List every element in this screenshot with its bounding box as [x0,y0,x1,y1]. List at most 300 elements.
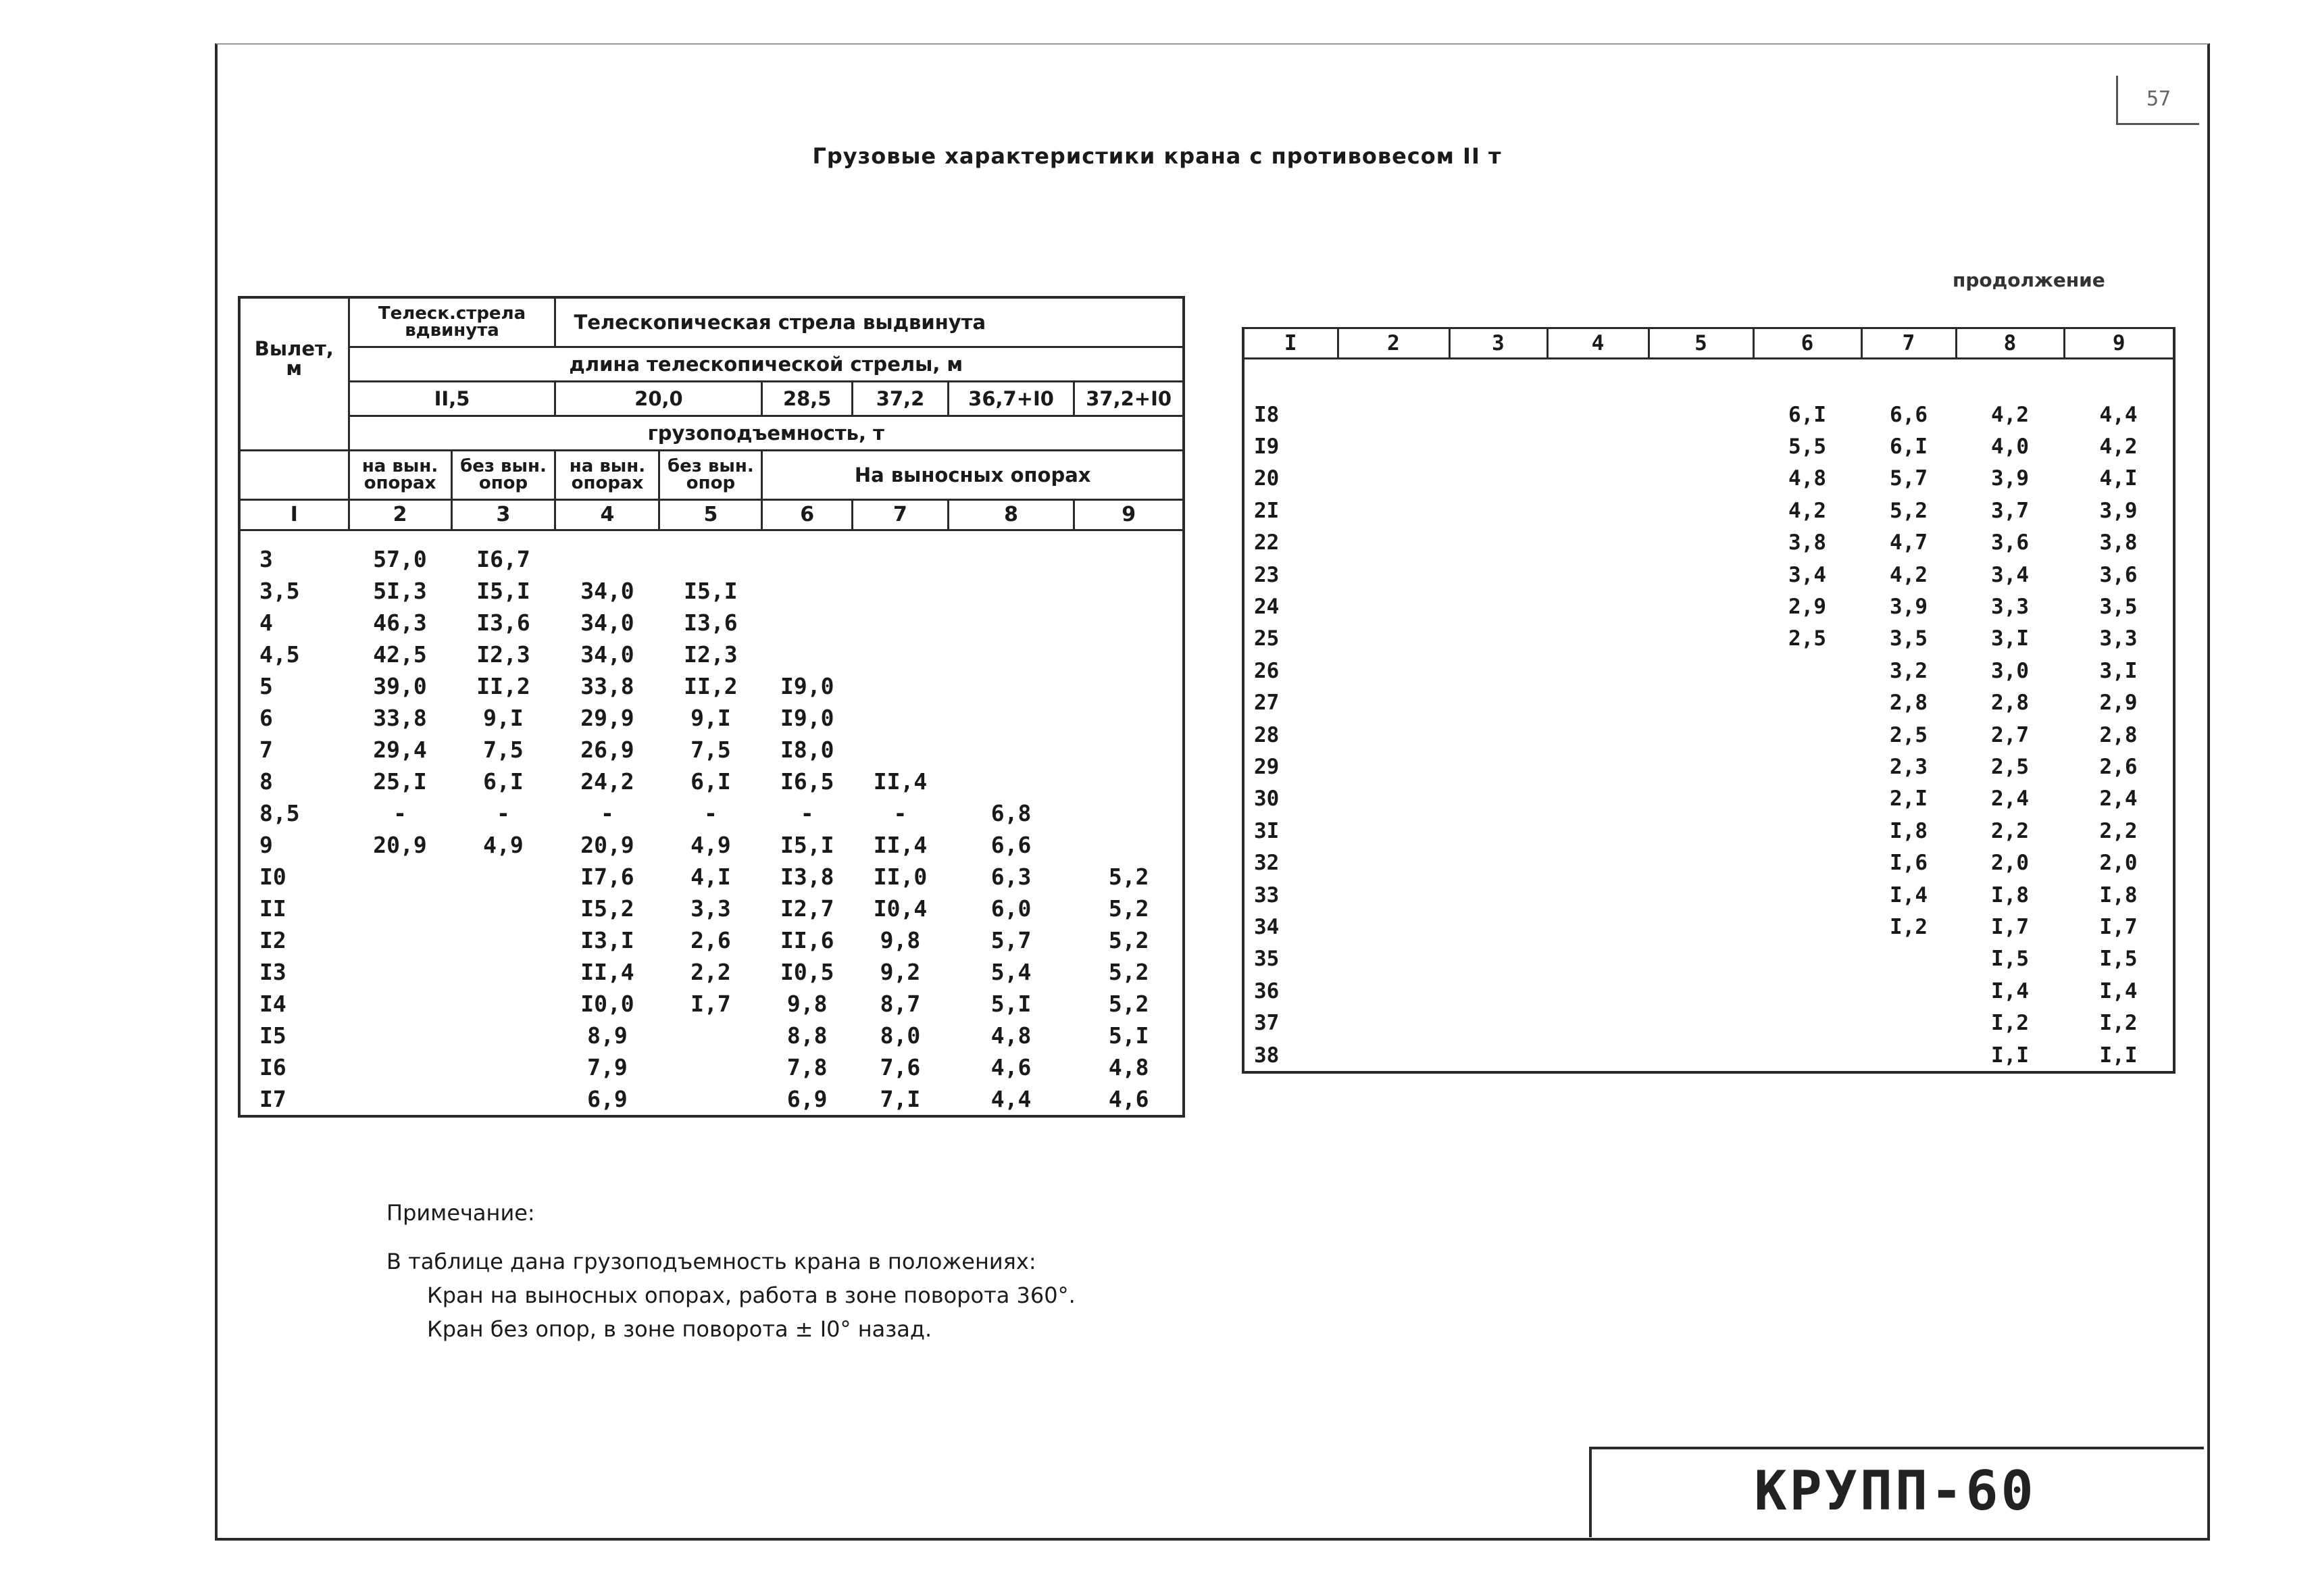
capacity-cell: I3,6 [684,609,738,636]
table-row [1243,751,2174,782]
capacity-cell: I,8 [2099,882,2138,907]
capacity-cell: - [893,800,907,826]
capacity-cell: 5,2 [1108,927,1149,953]
capacity-cell: 4,2 [1890,562,1928,587]
capacity-cell: 4,4 [990,1086,1032,1112]
capacity-cell: 3,9 [1991,466,2029,491]
capacity-cell [1649,847,1753,878]
capacity-cell: 9,8 [786,991,828,1017]
capacity-cell: 33,8 [373,705,427,731]
capacity-cell: 9,I [690,705,731,731]
load-chart-body [239,530,1184,1117]
reach-cell: 5 [259,673,273,699]
capacity-cell: I,4 [2099,978,2138,1003]
column-number: 7 [853,500,949,530]
capacity-cell: I,4 [1890,882,1928,907]
table-row [1243,591,2174,622]
capacity-cell [349,861,451,893]
capacity-cell [1338,751,1449,782]
table-row [239,607,1184,639]
capacity-cell: 3,8 [1788,530,1826,555]
capacity-cell [1753,751,1861,782]
reach-cell: I6 [259,1054,286,1080]
capacity-cell [1338,591,1449,622]
note-line-2: Кран на выносных опорах, работа в зоне поворота 360°. [427,1282,1076,1308]
capacity-cell [762,530,853,576]
capacity-cell: 6,I [1788,402,1826,427]
capacity-cell: I9,0 [780,673,834,699]
table-row [239,702,1184,734]
capacity-cell [1449,495,1547,526]
title-block-text: КРУПП-60 [1754,1459,2036,1522]
length-1: II,5 [349,382,555,416]
capacity-cell: 4,8 [1108,1054,1149,1080]
capacity-cell: I,8 [1890,818,1928,843]
capacity-cell: 3,5 [2099,595,2138,620]
capacity-cell: 3,8 [2099,530,2138,555]
capacity-cell [1449,911,1547,943]
capacity-cell [853,639,949,670]
capacity-cell: I,6 [1890,851,1928,876]
capacity-cell: 20,9 [580,832,634,858]
capacity-cell [1338,815,1449,847]
capacity-cell: 8,0 [880,1022,921,1049]
capacity-cell: 2,9 [1788,595,1826,620]
capacity-cell: 5I,3 [373,578,427,604]
capacity-cell [1547,783,1649,815]
capacity-cell [948,607,1074,639]
capacity-cell [948,530,1074,576]
reach-cell: 28 [1254,722,1280,747]
reach-cell: 37 [1254,1011,1280,1036]
table-row [239,1083,1184,1116]
capacity-cell [1649,719,1753,751]
capacity-cell: I6,5 [780,768,834,795]
sub-without-outriggers-2: без вын. опор [659,451,762,500]
capacity-cell [853,734,949,766]
capacity-cell: I,7 [1991,914,2029,939]
capacity-cell [1861,1039,1956,1072]
capacity-cell [1074,607,1184,639]
capacity-cell [1338,783,1449,815]
capacity-cell: 6,9 [786,1086,828,1112]
length-3: 28,5 [762,382,853,416]
capacity-cell: 3,4 [1991,562,2029,587]
capacity-cell [1074,734,1184,766]
capacity-cell: I3,6 [476,609,530,636]
capacity-cell [1547,719,1649,751]
column-number: I [1243,328,1338,359]
capacity-cell: I,5 [2099,947,2138,972]
length-2: 20,0 [555,382,762,416]
capacity-cell [1449,751,1547,782]
column-number: 5 [659,500,762,530]
capacity-cell: 5,2 [1108,895,1149,922]
capacity-cell: 9,2 [880,959,921,985]
capacity-cell: 46,3 [373,609,427,636]
capacity-cell: I3,8 [780,864,834,890]
capacity-cell [1338,655,1449,687]
table-row [239,893,1184,924]
capacity-cell: 4,2 [2099,434,2138,459]
capacity-cell: 3,2 [1890,658,1928,683]
capacity-cell: 7,9 [587,1054,628,1080]
reach-cell: 8,5 [259,800,300,826]
spacer-row [1243,359,2174,399]
capacity-cell: II,4 [580,959,634,985]
capacity-cell: 7,5 [483,737,524,763]
capacity-cell [1649,527,1753,559]
capacity-cell: 2,I [1890,787,1928,812]
capacity-cell [1449,719,1547,751]
header-extended: Телескопическая стрела выдвинута [555,297,1184,347]
capacity-cell [349,1051,451,1083]
capacity-cell [1649,655,1753,687]
capacity-cell [1547,879,1649,911]
capacity-cell [1449,1039,1547,1072]
capacity-cell: I5,I [684,578,738,604]
table-row [239,924,1184,956]
note-line-3: Кран без опор, в зоне поворота ± I0° назад. [427,1316,932,1342]
capacity-cell: 5,I [1108,1022,1149,1049]
column-number: 9 [1074,500,1184,530]
capacity-cell [1753,847,1861,878]
capacity-cell [1074,575,1184,607]
capacity-cell [1649,430,1753,462]
capacity-cell: 2,2 [1991,818,2029,843]
capacity-cell [1753,975,1861,1007]
capacity-cell: 4,6 [1108,1086,1149,1112]
reach-cell: 6 [259,705,273,731]
capacity-cell: 4,2 [1991,402,2029,427]
capacity-cell [1338,495,1449,526]
capacity-cell: 4,6 [990,1054,1032,1080]
table-row [1243,943,2174,975]
capacity-cell: 4,2 [1788,498,1826,523]
table-row [1243,879,2174,911]
capacity-cell: I,I [1991,1043,2029,1068]
capacity-cell [1338,527,1449,559]
capacity-cell [762,607,853,639]
capacity-cell: 7,I [880,1086,921,1112]
capacity-cell [1338,943,1449,975]
capacity-cell: 2,2 [2099,818,2138,843]
continuation-column-numbers [1243,328,2174,359]
capacity-cell [1649,911,1753,943]
reach-cell: 3 [259,546,273,572]
capacity-cell: 5,I [990,991,1032,1017]
reach-cell: 36 [1254,978,1280,1003]
capacity-cell [659,1083,762,1116]
capacity-cell: 6,8 [990,800,1032,826]
capacity-cell [1449,527,1547,559]
capacity-cell [451,861,555,893]
capacity-cell [1074,797,1184,829]
capacity-cell [451,1083,555,1116]
capacity-cell [349,956,451,988]
capacity-cell [1338,1007,1449,1039]
capacity-cell [659,1051,762,1083]
capacity-cell [1449,687,1547,719]
capacity-cell [1449,783,1547,815]
reach-cell: 9 [259,832,273,858]
sub-with-outriggers-2: на вын. опорах [555,451,659,500]
capacity-cell [1649,559,1753,591]
continuation-label: продолжение [1953,269,2105,291]
capacity-cell: I,8 [1991,882,2029,907]
capacity-cell: 34,0 [580,578,634,604]
capacity-cell [1753,1039,1861,1072]
table-row [239,861,1184,893]
capacity-cell: II,4 [873,768,928,795]
table-row [239,956,1184,988]
capacity-cell: - [393,800,407,826]
capacity-cell [1547,463,1649,495]
capacity-cell [555,530,659,576]
capacity-cell [948,639,1074,670]
capacity-cell: 6,3 [990,864,1032,890]
capacity-cell [1074,702,1184,734]
capacity-cell: I,7 [2099,914,2138,939]
capacity-cell: I,5 [1991,947,2029,972]
capacity-cell: I5,I [476,578,530,604]
note [386,1196,1076,1346]
reach-cell: I3 [259,959,286,985]
reach-cell: 8 [259,768,273,795]
capacity-cell: I,2 [2099,1011,2138,1036]
capacity-cell [349,988,451,1020]
header-capacity: грузоподъемность, т [349,416,1184,451]
table-row [1243,495,2174,526]
capacity-cell [1449,815,1547,847]
capacity-cell: II,6 [780,927,834,953]
capacity-cell: 4,4 [2099,402,2138,427]
capacity-cell: 29,9 [580,705,634,731]
reach-cell: 4,5 [259,641,300,668]
capacity-cell [659,530,762,576]
capacity-cell [1753,783,1861,815]
capacity-cell: I6,7 [476,546,530,572]
reach-cell: 26 [1254,658,1280,683]
column-number: 6 [1753,328,1861,359]
table-row [1243,430,2174,462]
capacity-cell [1074,670,1184,702]
capacity-cell [1449,943,1547,975]
capacity-cell [1649,1039,1753,1072]
capacity-cell: 9,8 [880,927,921,953]
capacity-cell [1074,829,1184,861]
capacity-cell [1649,879,1753,911]
capacity-cell: I5,I [780,832,834,858]
capacity-cell [1649,751,1753,782]
table-row [1243,975,2174,1007]
capacity-cell [1449,399,1547,430]
capacity-cell: 2,9 [2099,691,2138,716]
capacity-cell: 3,3 [690,895,731,922]
capacity-cell [1649,1007,1753,1039]
capacity-cell [1547,591,1649,622]
capacity-cell [1547,847,1649,878]
capacity-cell: 5,2 [1108,864,1149,890]
capacity-cell: 5,2 [1890,498,1928,523]
capacity-cell: 3,3 [2099,626,2138,651]
capacity-cell: 20,9 [373,832,427,858]
capacity-cell [1547,655,1649,687]
reach-cell: 27 [1254,691,1280,716]
capacity-cell: 7,8 [786,1054,828,1080]
capacity-cell [1547,1039,1649,1072]
capacity-cell [1753,911,1861,943]
capacity-cell: I0,0 [580,991,634,1017]
capacity-cell: 2,8 [1890,691,1928,716]
table-row [1243,815,2174,847]
capacity-cell [1547,911,1649,943]
capacity-cell [1753,815,1861,847]
capacity-cell [1649,943,1753,975]
capacity-cell [948,734,1074,766]
note-heading: Примечание: [386,1200,535,1226]
length-6: 37,2+I0 [1074,382,1184,416]
reach-cell: 25 [1254,626,1280,651]
capacity-cell: 4,8 [1788,466,1826,491]
capacity-cell: II,2 [684,673,738,699]
capacity-cell [1547,495,1649,526]
capacity-cell [1074,639,1184,670]
capacity-cell: I2,7 [780,895,834,922]
reach-cell: I7 [259,1086,286,1112]
capacity-cell: I0,4 [873,895,928,922]
reach-cell: I0 [259,864,286,890]
capacity-cell: 2,4 [1991,787,2029,812]
capacity-cell: 26,9 [580,737,634,763]
capacity-cell: 5,7 [990,927,1032,953]
capacity-cell [1547,943,1649,975]
capacity-cell: - [601,800,614,826]
capacity-cell: I2,3 [684,641,738,668]
capacity-cell [1338,623,1449,655]
capacity-cell [1338,430,1449,462]
reach-cell: I2 [259,927,286,953]
table-row [1243,655,2174,687]
capacity-cell: - [497,800,510,826]
capacity-cell [948,702,1074,734]
table-row [239,797,1184,829]
table-row [239,766,1184,797]
page-title: Грузовые характеристики крана с противовесом II т [812,143,1502,169]
table-row [1243,911,2174,943]
capacity-cell [1753,1007,1861,1039]
capacity-cell: 3,6 [1991,530,2029,555]
capacity-cell: 6,6 [990,832,1032,858]
capacity-cell: 33,8 [580,673,634,699]
capacity-cell: 3,9 [1890,595,1928,620]
capacity-cell [1547,559,1649,591]
capacity-cell [1753,687,1861,719]
capacity-cell [853,607,949,639]
reach-cell: II [259,895,286,922]
table-row [239,1020,1184,1051]
capacity-cell [1547,399,1649,430]
table-row [1243,847,2174,878]
capacity-cell: 2,8 [2099,722,2138,747]
capacity-cell: 2,0 [2099,851,2138,876]
capacity-cell: I,7 [690,991,731,1017]
capacity-cell [1649,399,1753,430]
capacity-cell [1861,975,1956,1007]
reach-cell: 7 [259,737,273,763]
length-4: 37,2 [853,382,949,416]
capacity-cell [1649,975,1753,1007]
capacity-cell [1547,687,1649,719]
capacity-cell [1074,766,1184,797]
column-number: I [239,500,349,530]
capacity-cell [659,1020,762,1051]
capacity-cell: 6,0 [990,895,1032,922]
capacity-cell [1547,815,1649,847]
header-retracted: Телеск.стрела вдвинута [349,297,555,347]
capacity-cell [1338,399,1449,430]
capacity-cell [1449,559,1547,591]
reach-cell: I9 [1254,434,1280,459]
table-row [239,829,1184,861]
reach-cell: 20 [1254,466,1280,491]
table-row [239,639,1184,670]
capacity-cell [451,924,555,956]
column-number: 8 [1956,328,2064,359]
capacity-cell [762,575,853,607]
reach-cell: 23 [1254,562,1280,587]
capacity-cell: I2,3 [476,641,530,668]
capacity-cell: 2,6 [2099,754,2138,779]
capacity-cell [1753,879,1861,911]
capacity-cell [1753,943,1861,975]
capacity-cell [1547,430,1649,462]
capacity-cell: 2,3 [1890,754,1928,779]
capacity-cell: 5,7 [1890,466,1928,491]
capacity-cell: 2,6 [690,927,731,953]
column-number: 2 [1338,328,1449,359]
column-number: 7 [1861,328,1956,359]
reach-cell: 2I [1254,498,1280,523]
capacity-cell [1547,1007,1649,1039]
capacity-cell: 2,0 [1991,851,2029,876]
sub-without-outriggers-1: без вын. опор [451,451,555,500]
capacity-cell [451,956,555,988]
capacity-cell [349,1083,451,1116]
capacity-cell [1338,911,1449,943]
capacity-cell: 29,4 [373,737,427,763]
capacity-cell [1074,530,1184,576]
header-vylet: Вылет, м [239,297,349,451]
capacity-cell: 2,5 [1788,626,1826,651]
capacity-cell [1338,1039,1449,1072]
capacity-cell [1547,623,1649,655]
table-row [1243,399,2174,430]
capacity-cell [1547,527,1649,559]
note-line-1: В таблице дана грузоподъемность крана в положениях: [386,1249,1036,1274]
capacity-cell [1338,687,1449,719]
capacity-cell [1753,719,1861,751]
table-row [1243,463,2174,495]
capacity-cell: 42,5 [373,641,427,668]
capacity-cell [349,893,451,924]
capacity-cell: 8,7 [880,991,921,1017]
capacity-cell: 24,2 [580,768,634,795]
reach-cell: I5 [259,1022,286,1049]
table-row [239,575,1184,607]
column-numbers [239,500,1184,530]
capacity-cell: I,2 [1890,914,1928,939]
